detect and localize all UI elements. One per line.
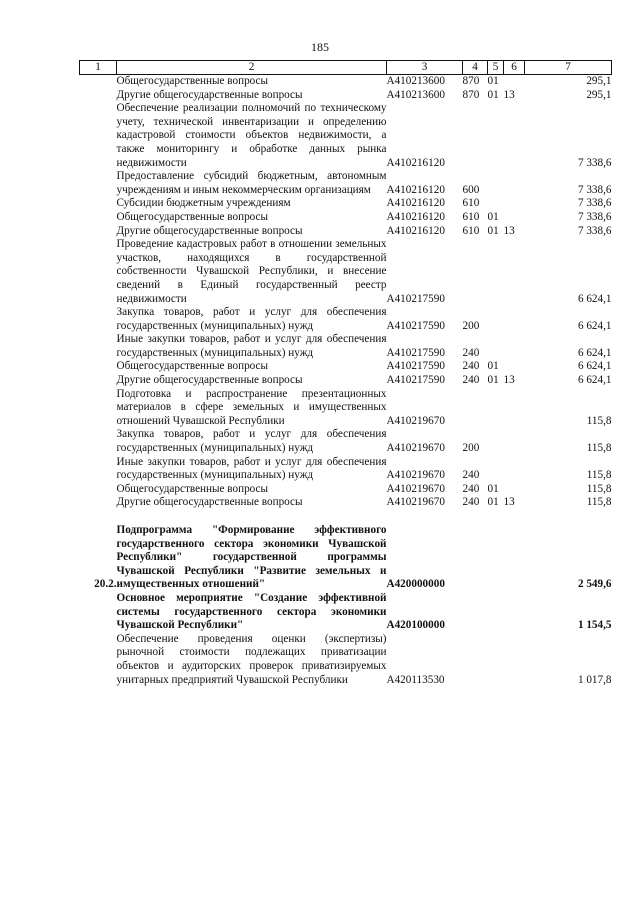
- amount-cell: 115,8: [586, 482, 612, 495]
- expense-type-code-cell: 200: [462, 319, 480, 332]
- row-name-cell: Закупка товаров, работ и услуг для обеспечения государственных (муниципальных) нужд: [116, 306, 387, 332]
- expense-type-code-cell: 240: [462, 469, 480, 482]
- row-number-cell: [80, 238, 117, 306]
- amount-cell: 115,8: [586, 469, 612, 482]
- header-cell-3: 3: [387, 61, 463, 75]
- row-name-cell: Общегосударственные вопросы: [116, 482, 269, 495]
- row-number-cell: [80, 211, 117, 225]
- expense-type-code-cell: 200: [462, 442, 480, 455]
- section-code-cell: 01: [487, 360, 499, 373]
- amount-cell: 6 624,1: [577, 292, 612, 305]
- header-cell-4: 4: [463, 61, 488, 75]
- section-code-cell: 01: [487, 75, 499, 87]
- section-code-cell: [488, 197, 504, 211]
- amount-cell: 6 624,1: [577, 319, 612, 332]
- subsection-code-cell: 13: [503, 224, 515, 237]
- expense-type-code-cell: [463, 238, 488, 306]
- amount-cell: 115,8: [586, 496, 612, 509]
- target-article-code-cell: А410217590: [386, 346, 445, 359]
- table-row: [80, 306, 612, 333]
- target-article-code-cell: А410216120: [386, 224, 445, 237]
- header-cell-2: 2: [117, 61, 387, 75]
- table-row: [80, 89, 612, 103]
- section-code-cell: 01: [487, 210, 499, 223]
- section-code-cell: 01: [487, 88, 499, 101]
- expense-type-code-cell: [463, 524, 488, 592]
- table-spacer-row: [80, 510, 612, 524]
- subsection-code-cell: [504, 428, 525, 455]
- header-cell-6: 6: [504, 61, 525, 75]
- row-number-cell: [80, 374, 117, 388]
- subsection-code-cell: [504, 360, 525, 374]
- table-row: [80, 633, 612, 687]
- amount-cell: 1 154,5: [577, 619, 612, 632]
- expense-type-code-cell: 610: [462, 210, 480, 223]
- subsection-code-cell: [504, 102, 525, 170]
- target-article-code-cell: А410217590: [386, 292, 445, 305]
- expense-type-code-cell: [463, 633, 488, 687]
- row-name-cell: Основное мероприятие "Создание эффективной системы государственного сектора экономики Чувашской Республики": [116, 591, 387, 632]
- row-name-cell: Иные закупки товаров, работ и услуг для обеспечения государственных (муниципальных) нужд: [116, 455, 387, 482]
- section-code-cell: [488, 428, 504, 455]
- amount-cell: 7 338,6: [577, 183, 612, 196]
- subsection-code-cell: 13: [503, 496, 515, 509]
- target-article-code-cell: А410217590: [386, 319, 445, 332]
- subsection-code-cell: [504, 592, 525, 633]
- row-number-cell: [80, 456, 117, 483]
- table-row: [80, 374, 612, 388]
- section-code-cell: [488, 102, 504, 170]
- expense-type-code-cell: 870: [462, 88, 480, 101]
- expense-type-code-cell: 600: [462, 183, 480, 196]
- table-row: [80, 483, 612, 497]
- row-name-cell: Проведение кадастровых работ в отношении земельных участков, находящихся в государственной собственности Чувашской Республики, и внесение сведений в Единый государственный реестр недвижимости: [116, 238, 387, 305]
- table-row: [80, 333, 612, 360]
- row-name-cell: Субсидии бюджетным учреждениям: [116, 197, 291, 210]
- row-number-cell: [80, 306, 117, 333]
- subsection-code-cell: [504, 197, 525, 211]
- row-name-cell: Подготовка и распространение презентационных материалов в сфере земельных и имущественных отношений Чувашской Республики: [116, 387, 387, 427]
- row-name-cell: Общегосударственные вопросы: [116, 75, 269, 87]
- subsection-code-cell: [504, 333, 525, 360]
- amount-cell: 7 338,6: [577, 224, 612, 237]
- row-name-cell: Обеспечение реализации полномочий по техническому учету, технической инвентаризации и определению кадастровой стоимости объектов недвижимости, а также мониторингу и обработке данных рынка недвижимости: [116, 102, 387, 169]
- section-code-cell: 01: [487, 482, 499, 495]
- section-code-cell: [488, 633, 504, 687]
- table-row: [80, 238, 612, 306]
- subsection-code-cell: 13: [503, 374, 515, 387]
- target-article-code-cell: А410219670: [386, 414, 445, 427]
- expense-type-code-cell: 240: [462, 374, 480, 387]
- subsection-code-cell: [504, 170, 525, 197]
- table-row: [80, 592, 612, 633]
- row-name-cell: Другие общегосударственные вопросы: [116, 224, 303, 237]
- table-row: [80, 456, 612, 483]
- row-number-cell: [80, 89, 117, 103]
- expense-type-code-cell: 240: [462, 360, 480, 373]
- section-code-cell: [488, 388, 504, 429]
- target-article-code-cell: А420000000: [386, 578, 445, 591]
- row-number-cell: [80, 428, 117, 455]
- row-number-cell: [80, 197, 117, 211]
- amount-cell: 7 338,6: [577, 197, 612, 210]
- target-article-code-cell: А420113530: [386, 673, 445, 686]
- table-row: [80, 496, 612, 510]
- target-article-code-cell: А410216120: [386, 183, 445, 196]
- section-code-cell: 01: [487, 374, 499, 387]
- row-name-cell: Закупка товаров, работ и услуг для обеспечения государственных (муниципальных) нужд: [116, 428, 387, 455]
- row-name-cell: Общегосударственные вопросы: [116, 210, 269, 223]
- amount-cell: 295,1: [586, 88, 612, 101]
- table-row: [80, 524, 612, 592]
- amount-cell: 115,8: [586, 414, 612, 427]
- section-code-cell: [488, 306, 504, 333]
- row-name-cell: Иные закупки товаров, работ и услуг для обеспечения государственных (муниципальных) нужд: [116, 333, 387, 359]
- row-name-cell: Общегосударственные вопросы: [116, 360, 269, 373]
- row-number-cell: [80, 333, 117, 360]
- target-article-code-cell: А410216120: [386, 156, 445, 169]
- row-number-cell: [80, 225, 117, 239]
- subsection-code-cell: [504, 388, 525, 429]
- subsection-code-cell: [504, 633, 525, 687]
- expense-type-code-cell: [463, 388, 488, 429]
- target-article-code-cell: А410213600: [386, 75, 445, 87]
- target-article-code-cell: А420100000: [386, 619, 445, 632]
- subsection-code-cell: [504, 75, 525, 89]
- table-row: [80, 102, 612, 170]
- target-article-code-cell: А410219670: [386, 442, 445, 455]
- expense-type-code-cell: [463, 102, 488, 170]
- spacer-cell: [80, 510, 612, 524]
- row-number-cell: [80, 483, 117, 497]
- amount-cell: 115,8: [586, 442, 612, 455]
- section-code-cell: [488, 524, 504, 592]
- expense-type-code-cell: 240: [462, 482, 480, 495]
- row-number-cell: [80, 102, 117, 170]
- subsection-code-cell: [504, 483, 525, 497]
- subsection-code-cell: [504, 524, 525, 592]
- section-code-cell: [488, 333, 504, 360]
- section-code-cell: 01: [487, 224, 499, 237]
- target-article-code-cell: А410219670: [386, 482, 445, 495]
- amount-cell: 6 624,1: [577, 346, 612, 359]
- section-code-cell: [488, 170, 504, 197]
- row-name-cell: Предоставление субсидий бюджетным, автономным учреждениям и иным некоммерческим организациям: [116, 170, 387, 196]
- amount-cell: 1 017,8: [577, 673, 612, 686]
- table-row: [80, 170, 612, 197]
- table-row: [80, 360, 612, 374]
- table-body: [80, 75, 612, 688]
- subsection-code-cell: [504, 456, 525, 483]
- row-name-cell: Обеспечение проведения оценки (экспертизы) рыночной стоимости подлежащих приватизации объектов и аудиторских проверок приватизируемых унитарных предприятий Чувашской Республики: [116, 632, 387, 686]
- amount-cell: 6 624,1: [577, 374, 612, 387]
- subsection-code-cell: 13: [503, 88, 515, 101]
- table-row: [80, 428, 612, 455]
- target-article-code-cell: А410216120: [386, 210, 445, 223]
- row-number-cell: [80, 388, 117, 429]
- row-number-cell: [80, 75, 117, 89]
- target-article-code-cell: А410217590: [386, 360, 445, 373]
- amount-cell: 6 624,1: [577, 360, 612, 373]
- target-article-code-cell: А410213600: [386, 88, 445, 101]
- expense-type-code-cell: 610: [462, 224, 480, 237]
- row-name-cell: Другие общегосударственные вопросы: [116, 496, 303, 509]
- section-code-cell: [488, 238, 504, 306]
- row-number-cell: [80, 633, 117, 687]
- row-name-cell: Подпрограмма "Формирование эффективного государственного сектора экономики Чувашской Республики" государственной программы Чувашской Республики "Развитие земельных и имущественных отношений": [116, 524, 387, 591]
- row-name-cell: Другие общегосударственные вопросы: [116, 374, 303, 387]
- row-number-cell: [80, 170, 117, 197]
- table-row: [80, 211, 612, 225]
- target-article-code-cell: А410219670: [386, 496, 445, 509]
- section-code-cell: [488, 592, 504, 633]
- target-article-code-cell: А410219670: [386, 469, 445, 482]
- expense-type-code-cell: 870: [462, 75, 480, 87]
- section-code-cell: [488, 456, 504, 483]
- row-number-cell: [80, 496, 117, 510]
- row-number-cell: [80, 360, 117, 374]
- expense-type-code-cell: [463, 592, 488, 633]
- row-number-cell: [80, 592, 117, 633]
- expense-type-code-cell: 240: [462, 346, 480, 359]
- table-row: [80, 388, 612, 429]
- header-cell-7: 7: [525, 61, 612, 75]
- budget-table: [79, 60, 612, 687]
- row-number-cell: 20.2.: [94, 578, 117, 591]
- row-name-cell: Другие общегосударственные вопросы: [116, 88, 303, 101]
- subsection-code-cell: [504, 211, 525, 225]
- amount-cell: 7 338,6: [577, 210, 612, 223]
- expense-type-code-cell: 610: [462, 197, 480, 210]
- expense-type-code-cell: 240: [462, 496, 480, 509]
- table-row: [80, 75, 612, 89]
- subsection-code-cell: [504, 306, 525, 333]
- page-number: 185: [311, 40, 329, 54]
- header-cell-5: 5: [488, 61, 504, 75]
- amount-cell: 295,1: [586, 75, 612, 87]
- section-code-cell: 01: [487, 496, 499, 509]
- header-cell-1: 1: [80, 61, 117, 75]
- table-row: [80, 225, 612, 239]
- column-number-header: [80, 61, 612, 75]
- subsection-code-cell: [504, 238, 525, 306]
- target-article-code-cell: А410217590: [386, 374, 445, 387]
- table-row: [80, 197, 612, 211]
- target-article-code-cell: А410216120: [386, 197, 445, 210]
- amount-cell: 2 549,6: [577, 578, 612, 591]
- amount-cell: 7 338,6: [577, 156, 612, 169]
